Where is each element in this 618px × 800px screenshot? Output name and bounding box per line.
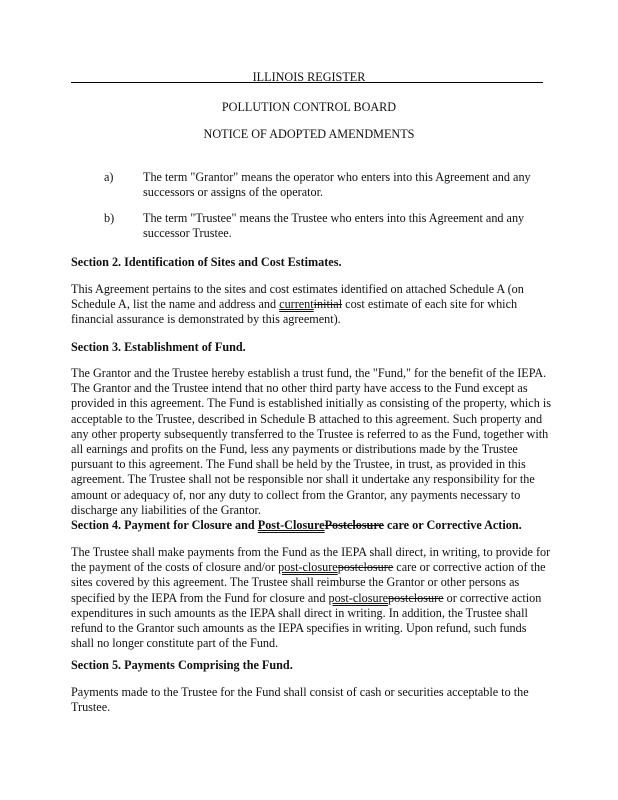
definition-label: a) [104, 170, 114, 184]
section-4-text: The Trustee shall make payments from the Fund as the IEPA shall direct, in writing, to provide for the payment of the costs of closure and/or post-closurepostclosure care or corrective action of the sites covered by this agreement. The Trustee shall reimburse the Grantor or other persons as specified by the IEPA from the Fund for closure and post-closurepostclosure or corrective action expenditures in such amounts as the IEPA shall direct in writing. In addition, the Trustee shall refund to the Grantor such amounts as the IEPA specifies in writing. Upon refund, such funds shall no longer constitute part of the Fund. [71, 545, 551, 651]
section-3-heading: Section 3. Establishment of Fund. [71, 340, 246, 354]
section-3-text: The Grantor and the Trustee hereby establish a trust fund, the "Fund," for the benefit of the IEPA. The Grantor and the Trustee intend that no other third party have access to the Fund except as provided in this agreement. The Fund is established initially as consisting of the property, which is acceptable to the Trustee, described in Schedule B attached to this agreement. Such property and any other property subsequently transferred to the Trustee is referred to as the Fund, together with all earnings and profits on the Fund, less any payments or distributions made by the Trustee pursuant to this agreement. The Fund shall be held by the Trustee, in trust, as provided in this agreement. The Trustee shall not be responsible nor shall it undertake any responsibility for the amount or adequacy of, nor any duty to collect from the Grantor, any payments necessary to discharge any liabilities of the Grantor. [71, 366, 551, 517]
section-5-heading: Section 5. Payments Comprising the Fund. [71, 658, 293, 672]
inserted-text: post-closure [328, 590, 389, 605]
definition-text: The term "Grantor" means the operator who enters into this Agreement and any successors or assigns of the operator. [143, 170, 531, 200]
deleted-text: postclosure [337, 560, 394, 575]
section-5-text: Payments made to the Trustee for the Fund shall consist of cash or securities acceptable to the Trustee. [71, 685, 529, 715]
deleted-text: postclosure [388, 590, 444, 605]
definition-label: b) [104, 211, 115, 225]
register-title: ILLINOIS REGISTER [252, 70, 366, 84]
deleted-text: initial [313, 297, 343, 312]
header-rule [71, 82, 543, 83]
inserted-text: post-closure [278, 560, 338, 575]
notice-title: NOTICE OF ADOPTED AMENDMENTS [203, 127, 415, 141]
board-name: POLLUTION CONTROL BOARD [221, 100, 397, 114]
section-4-heading: Section 4. Payment for Closure and Post-ClosurePostclosure care or Corrective Action. [71, 518, 522, 532]
definition-text: The term "Trustee" means the Trustee who enters into this Agreement and any successor Trustee. [143, 211, 525, 241]
inserted-text: Post-Closure [257, 518, 325, 532]
inserted-text: current [279, 297, 314, 312]
section-2-heading: Section 2. Identification of Sites and Cost Estimates. [71, 255, 342, 269]
section-2-text: This Agreement pertains to the sites and cost estimates identified on attached Schedule A (on Schedule A, list the name and address and currentinitial cost estimate of each site for which financial assurance is demonstrated by this agreement). [71, 282, 524, 327]
deleted-text: Postclosure [324, 518, 384, 532]
